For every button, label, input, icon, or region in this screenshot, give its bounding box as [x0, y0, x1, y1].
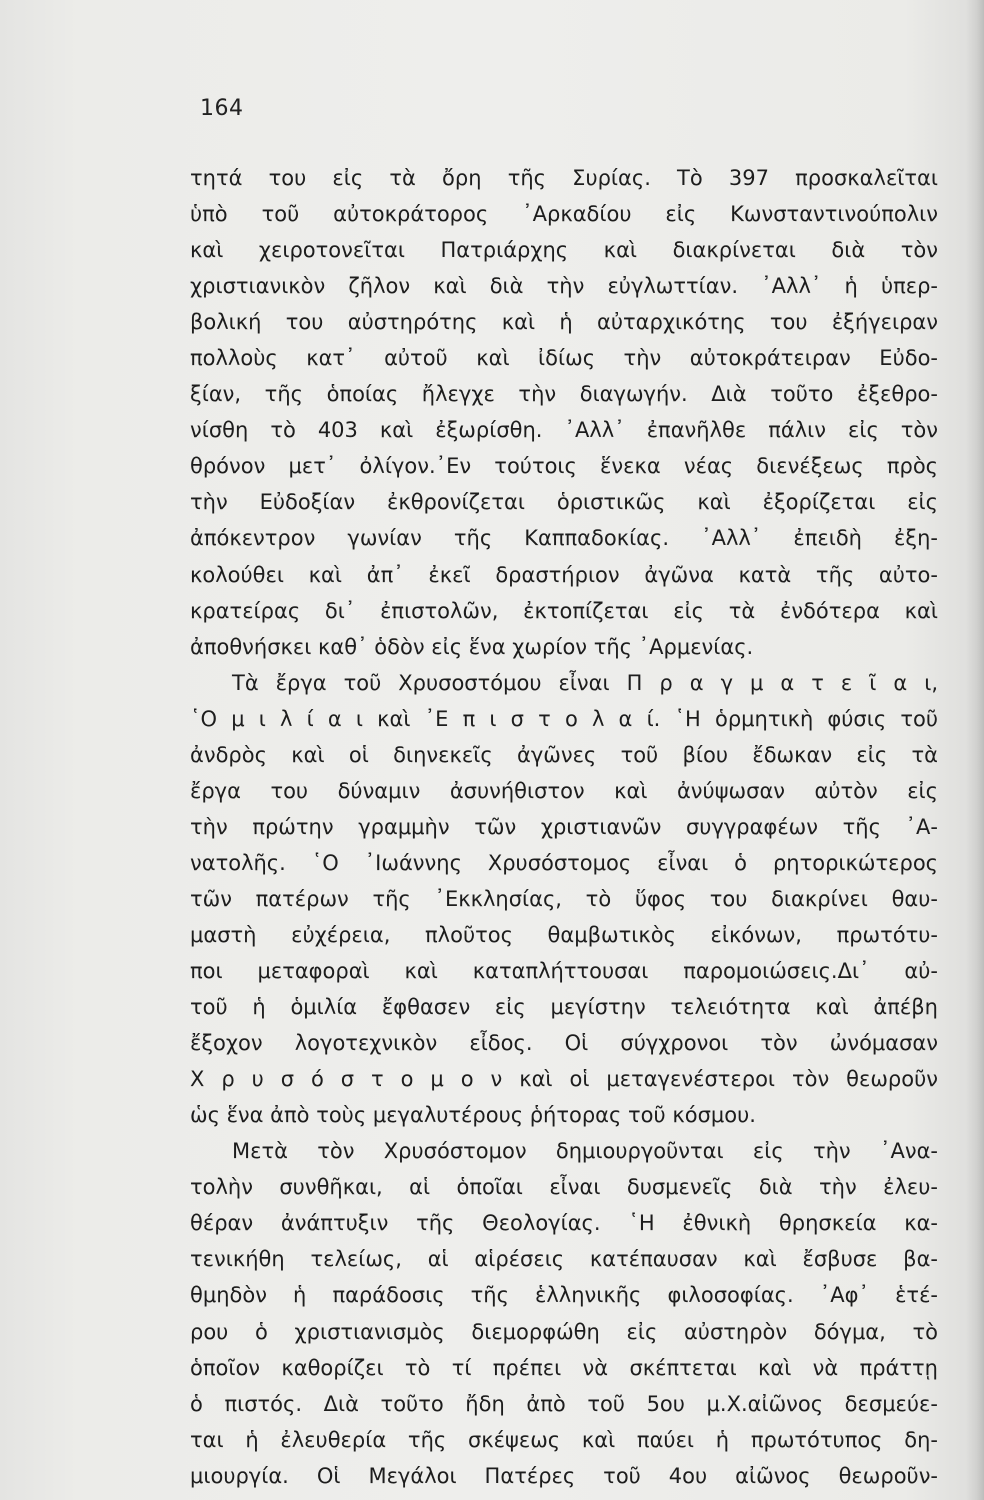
text-line: θέραν ἀνάπτυξιν τῆς Θεολογίας. ῾Η ἐθνικὴ θρησκεία κα- [190, 1211, 938, 1236]
text-line: ἔργα του δύναμιν ἀσυνήθιστον καὶ ἀνύψωσαν αὐτὸν εἰς [190, 778, 938, 803]
text-line: βολική του αὐστηρότης καὶ ἡ αὐταρχικότης του ἐξήγειραν [190, 310, 938, 335]
text-line: ξίαν, τῆς ὁποίας ἤλεγχε τὴν διαγωγήν. Διὰ τοῦτο ἐξεθρο- [190, 382, 938, 407]
text-line: ὁποῖον καθορίζει τὸ τί πρέπει νὰ σκέπτεται καὶ νὰ πράττῃ [190, 1355, 938, 1380]
text-line: ἀνδρὸς καὶ οἱ διηνεκεῖς ἀγῶνες τοῦ βίου ἔδωκαν εἰς τὰ [190, 742, 938, 767]
text-line: θμηδὸν ἡ παράδοσις τῆς ἑλληνικῆς φιλοσοφίας. ᾿Αφ᾿ ἑτέ- [190, 1283, 938, 1308]
text-line: κρατείρας δι᾿ ἐπιστολῶν, ἐκτοπίζεται εἰς τὰ ἐνδότερα καὶ [190, 598, 938, 623]
text-line: τὴν Εὐδοξίαν ἐκθρονίζεται ὁριστικῶς καὶ ἐξορίζεται εἰς [190, 490, 938, 515]
text-line: τῶν πατέρων τῆς ᾿Εκκλησίας, τὸ ὕφος του διακρίνει θαυ- [190, 886, 938, 911]
text-line: κολούθει καὶ ἀπ᾿ ἐκεῖ δραστήριον ἀγῶνα κατὰ τῆς αὐτο- [190, 562, 938, 587]
text-line: ρου ὁ χριστιανισμὸς διεμορφώθη εἰς αὐστηρὸν δόγμα, τὸ [190, 1319, 938, 1344]
text-line: ποι μεταφοραὶ καὶ καταπλήττουσαι παρομοιώσεις.Δι᾿ αὐ- [190, 959, 938, 984]
text-line: μιουργία. Οἱ Μεγάλοι Πατέρες τοῦ 4ου αἰῶνος θεωροῦν- [190, 1463, 938, 1488]
text-line: Χ ρ υ σ ό σ τ ο μ ο ν καὶ οἱ μεταγενέστεροι τὸν θεωροῦν [190, 1067, 938, 1092]
text-line: τολὴν συνθῆκαι, αἱ ὁποῖαι εἶναι δυσμενεῖς διὰ τὴν ἐλευ- [190, 1175, 938, 1200]
text-line: ὡς ἕνα ἀπὸ τοὺς μεγαλυτέρους ῥήτορας τοῦ κόσμου. [190, 1103, 756, 1128]
text-line: θρόνον μετ᾿ ὀλίγον.᾿Εν τούτοις ἕνεκα νέας διενέξεως πρὸς [190, 454, 938, 479]
text-line: καὶ χειροτονεῖται Πατριάρχης καὶ διακρίνεται διὰ τὸν [190, 238, 938, 263]
text-line: ἔξοχον λογοτεχνικὸν εἶδος. Οἱ σύγχρονοι τὸν ὠνόμασαν [190, 1031, 938, 1056]
text-line: νίσθη τὸ 403 καὶ ἐξωρίσθη. ᾿Αλλ᾿ ἐπανῆλθε πάλιν εἰς τὸν [190, 418, 938, 443]
body-text [190, 160, 938, 1494]
text-line: τοῦ ἡ ὁμιλία ἔφθασεν εἰς μεγίστην τελειότητα καὶ ἀπέβη [190, 995, 938, 1020]
text-line: ὁ πιστός. Διὰ τοῦτο ἤδη ἀπὸ τοῦ 5ου μ.Χ.αἰῶνος δεσμεύε- [190, 1391, 938, 1416]
text-line: μαστὴ εὐχέρεια, πλοῦτος θαμβωτικὸς εἰκόνων, πρωτότυ- [190, 922, 938, 947]
page-edge-shadow [966, 0, 984, 1500]
text-line: πολλοὺς κατ᾿ αὐτοῦ καὶ ἰδίως τὴν αὐτοκράτειραν Εὐδο- [190, 346, 938, 371]
text-line: ῾Ο μ ι λ ί α ι καὶ ᾿Ε π ι σ τ ο λ α ί. ῾Η ὁρμητικὴ φύσις τοῦ [190, 706, 938, 731]
text-line: ἀπόκεντρον γωνίαν τῆς Καππαδοκίας. ᾿Αλλ᾿ ἐπειδὴ ἐξη- [190, 526, 938, 551]
text-line: ται ἡ ἐλευθερία τῆς σκέψεως καὶ παύει ἡ πρωτότυπος δη- [190, 1427, 938, 1452]
text-line: τητά του εἰς τὰ ὄρη τῆς Συρίας. Τὸ 397 προσκαλεῖται [190, 166, 938, 190]
text-line: Μετὰ τὸν Χρυσόστομον δημιουργοῦνται εἰς τὴν ᾿Ανα- [232, 1139, 938, 1164]
text-line: τὴν πρώτην γραμμὴν τῶν χριστιανῶν συγγραφέων τῆς ᾿Α- [190, 814, 938, 839]
page-number: 164 [200, 96, 244, 121]
text-line: τενικήθη τελείως, αἱ αἱρέσεις κατέπαυσαν καὶ ἔσβυσε βα- [190, 1247, 938, 1272]
text-line: χριστιανικὸν ζῆλον καὶ διὰ τὴν εὐγλωττίαν. ᾿Αλλ᾿ ἡ ὑπερ- [190, 274, 938, 299]
text-line: ἀποθνήσκει καθ᾿ ὁδὸν εἰς ἕνα χωρίον τῆς ᾿Αρμενίας. [190, 634, 754, 659]
text-line: ὑπὸ τοῦ αὐτοκράτορος ᾿Αρκαδίου εἰς Κωνσταντινούπολιν [190, 202, 938, 227]
text-line: νατολῆς. ῾Ο ᾿Ιωάννης Χρυσόστομος εἶναι ὁ ρητορικώτερος [190, 850, 938, 875]
text-line: Τὰ ἔργα τοῦ Χρυσοστόμου εἶναι Π ρ α γ μ α τ ε ῖ α ι, [232, 670, 938, 695]
